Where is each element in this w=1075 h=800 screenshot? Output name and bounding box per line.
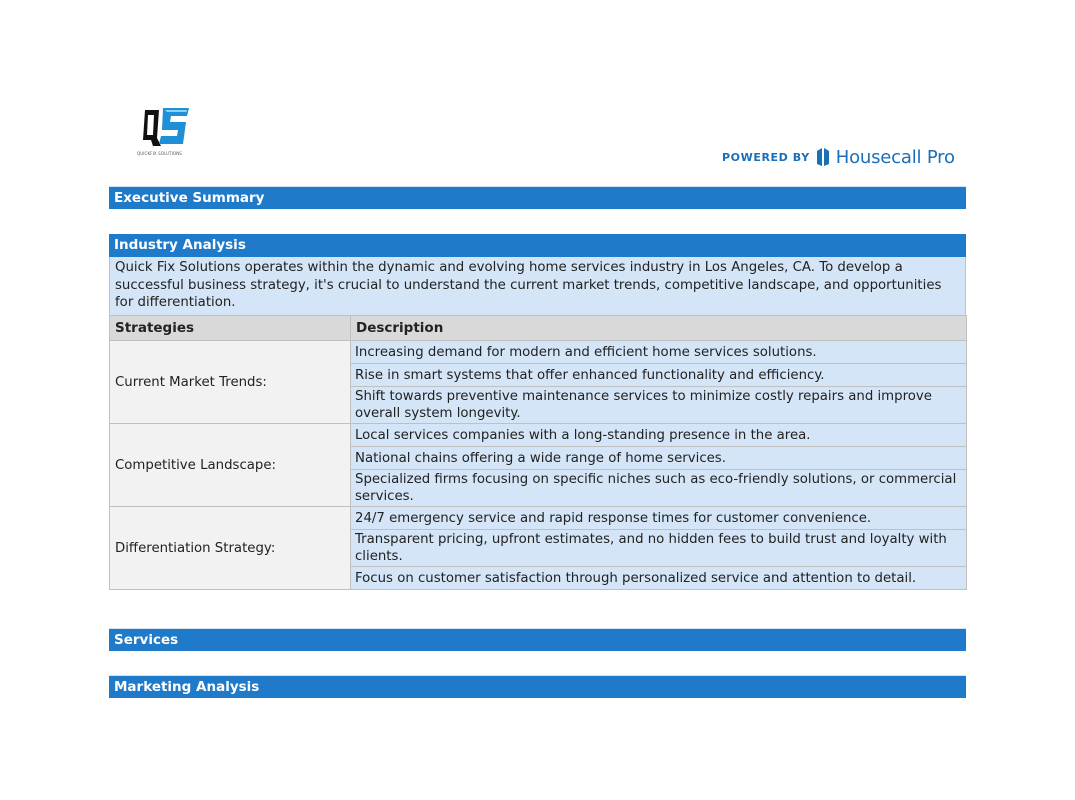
strategy-category: Current Market Trends: [110, 341, 351, 424]
marketing-analysis-header: Marketing Analysis [109, 675, 966, 698]
strategy-description: Rise in smart systems that offer enhanced functionality and efficiency. [351, 364, 967, 387]
executive-summary-header: Executive Summary [109, 186, 966, 209]
strategy-description: National chains offering a wide range of home services. [351, 447, 967, 470]
logo-tagline: QUICKFIX SOLUTIONS [137, 151, 182, 156]
column-header-strategies: Strategies [110, 316, 351, 341]
strategy-description: Shift towards preventive maintenance services to minimize costly repairs and improve overall system longevity. [351, 387, 967, 424]
table-row [110, 424, 967, 447]
housecall-pro-wordmark: Housecall Pro [835, 146, 955, 168]
strategy-description: Focus on customer satisfaction through personalized service and attention to detail. [351, 567, 967, 590]
qs-logo-icon [139, 106, 195, 150]
table-row [110, 507, 967, 530]
strategy-description: Specialized firms focusing on specific niches such as eco-friendly solutions, or commercial services. [351, 470, 967, 507]
company-logo [137, 106, 201, 158]
strategy-description: 24/7 emergency service and rapid response times for customer convenience. [351, 507, 967, 530]
services-header: Services [109, 628, 966, 651]
strategy-description: Transparent pricing, upfront estimates, and no hidden fees to build trust and loyalty with clients. [351, 530, 967, 567]
industry-analysis-header: Industry Analysis [109, 234, 966, 257]
table-row [110, 341, 967, 364]
strategy-category: Competitive Landscape: [110, 424, 351, 507]
housecall-pro-icon [816, 147, 830, 167]
industry-analysis-section [109, 234, 966, 590]
strategy-category: Differentiation Strategy: [110, 507, 351, 590]
strategy-description: Increasing demand for modern and efficient home services solutions. [351, 341, 967, 364]
powered-by-brand [722, 144, 955, 170]
powered-by-label: POWERED BY [722, 150, 810, 164]
strategies-table [109, 315, 967, 590]
column-header-description: Description [351, 316, 967, 341]
strategy-description: Local services companies with a long-standing presence in the area. [351, 424, 967, 447]
industry-intro: Quick Fix Solutions operates within the dynamic and evolving home services industry in Los Angeles, CA. To develop a successful business strategy, it's crucial to understand the current market trends, competitive landscape, and opportunities for differentiation. [109, 257, 966, 315]
